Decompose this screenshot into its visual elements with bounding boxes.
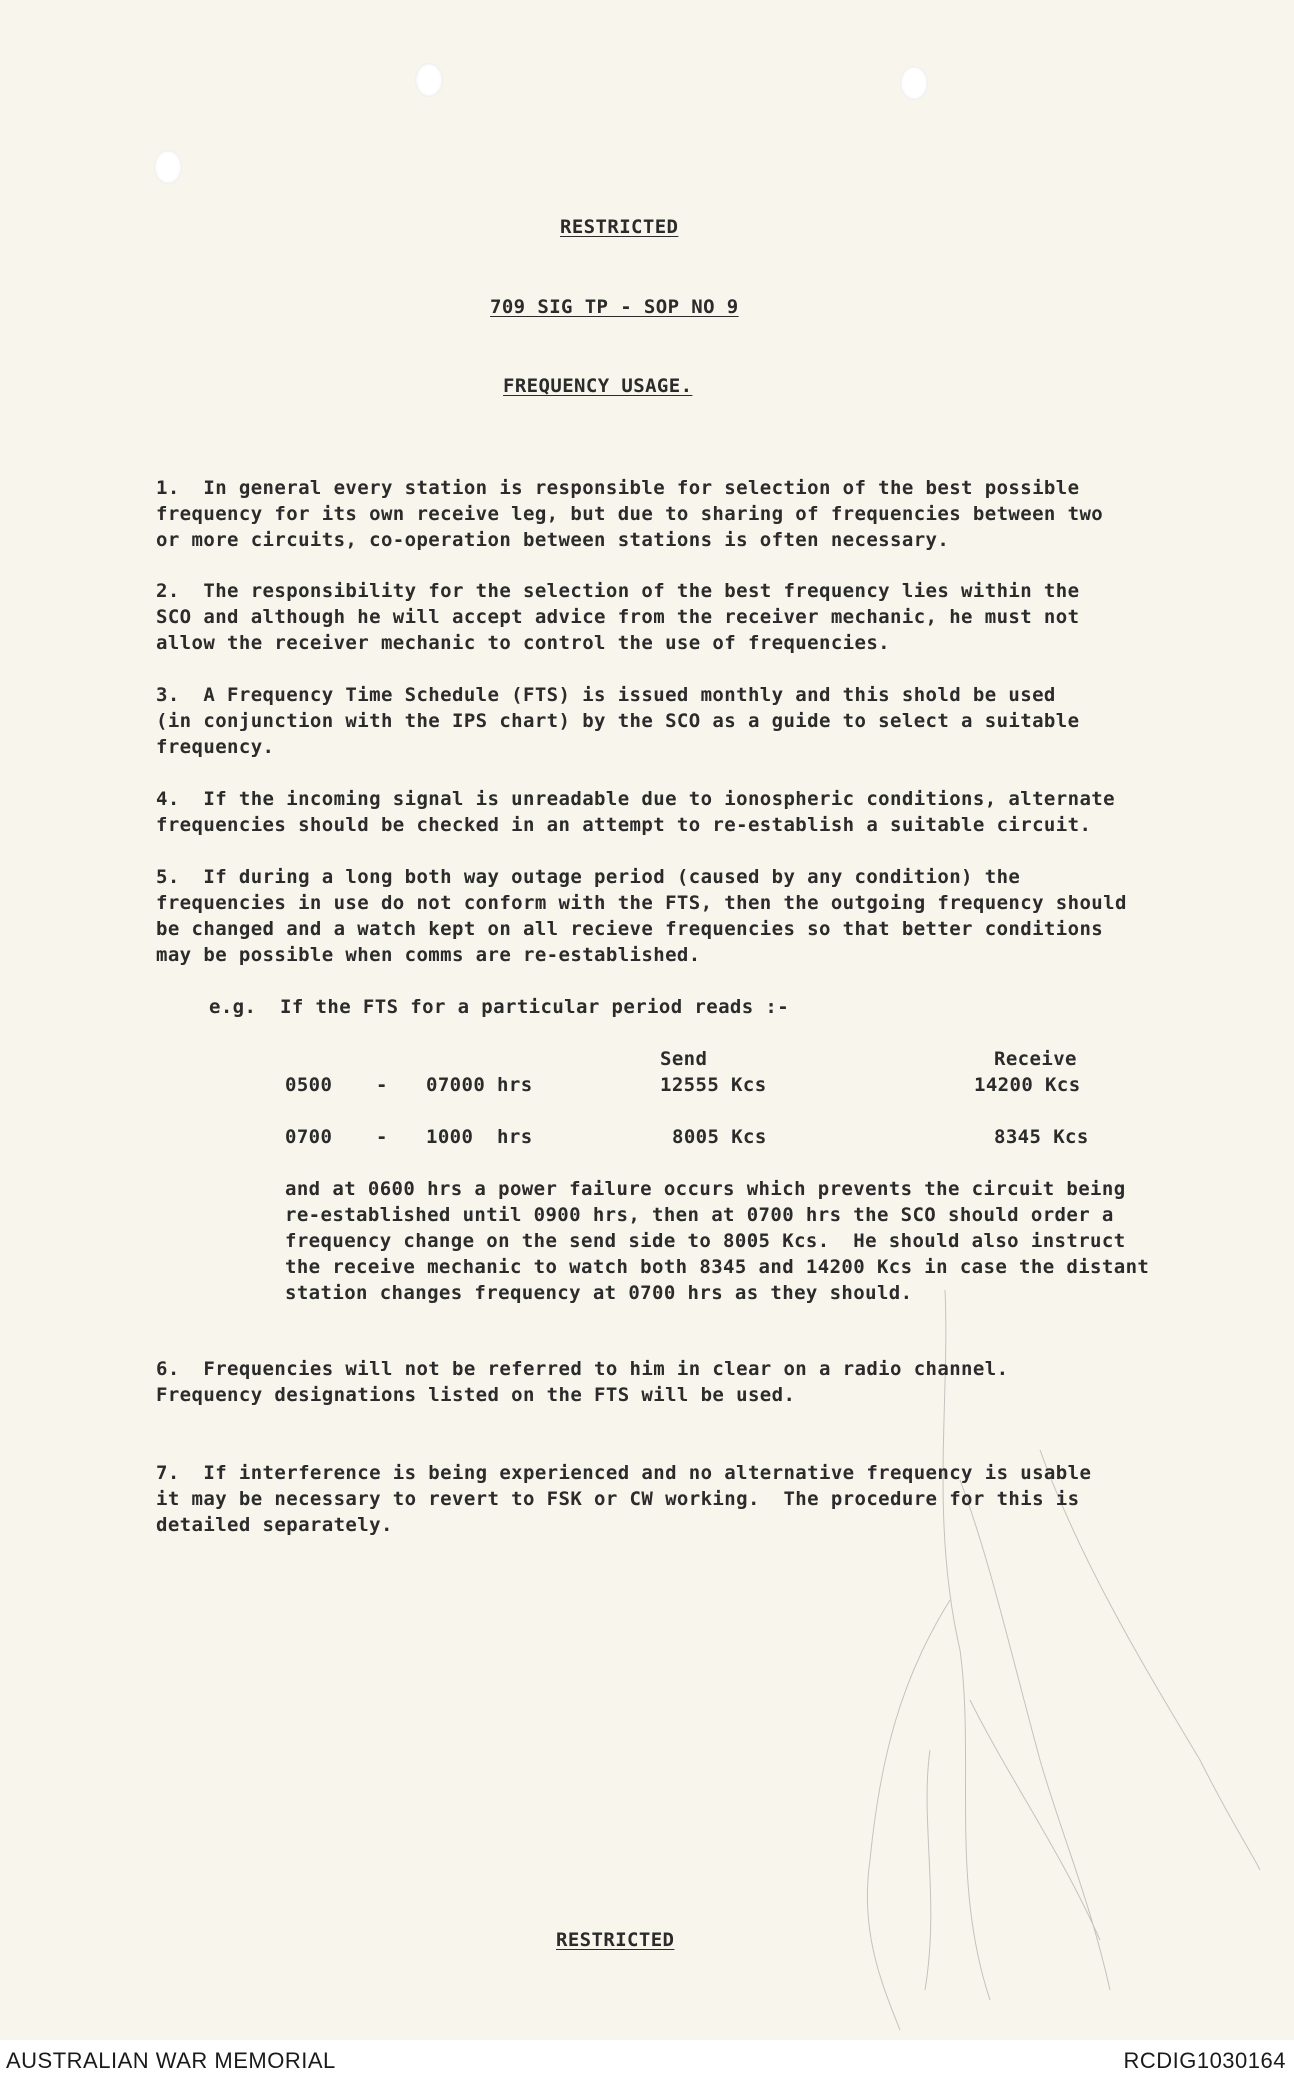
paragraph-1: 1. In general every station is responsible for selection of the best possible frequency for its own receive leg, but due to sharing of frequencies between two or more circuits, co-operation between stations is often necessary.	[156, 477, 1104, 551]
schedule-to: 07000 hrs	[426, 1074, 533, 1096]
punch-hole	[415, 63, 443, 97]
punch-hole	[900, 66, 928, 100]
footer-record-id: RCDIG1030164	[1123, 2048, 1286, 2073]
schedule-to: 1000 hrs	[426, 1126, 533, 1148]
schedule-dash: -	[376, 1074, 388, 1096]
sop-title: 709 SIG TP - SOP NO 9	[490, 296, 739, 318]
paragraph-4: 4. If the incoming signal is unreadable due to ionospheric conditions, alternate frequencies should be checked in an attempt to re-establish a suitable circuit.	[156, 788, 1115, 836]
punch-hole	[154, 150, 182, 184]
paragraph-7: 7. If interference is being experienced and no alternative frequency is usable it may be necessary to revert to FSK or CW working. The procedure for this is detailed separately.	[156, 1462, 1092, 1536]
footer-archive-name: AUSTRALIAN WAR MEMORIAL	[6, 2048, 336, 2073]
schedule-header-send: Send	[660, 1048, 708, 1070]
schedule-receive: 8345 Kcs	[994, 1126, 1089, 1148]
example-intro: e.g. If the FTS for a particular period reads :-	[209, 996, 790, 1018]
schedule-send: 8005 Kcs	[672, 1126, 767, 1148]
schedule-dash: -	[376, 1126, 388, 1148]
classification-top: RESTRICTED	[560, 216, 679, 238]
schedule-receive: 14200 Kcs	[974, 1074, 1081, 1096]
paragraph-2: 2. The responsibility for the selection of the best frequency lies within the SCO and although he will accept advice from the receiver mechanic, he must not allow the receiver mechanic to control the use of frequencies.	[156, 580, 1080, 654]
paragraph-6: 6. Frequencies will not be referred to him in clear on a radio channel. Frequency designations listed on the FTS will be used.	[156, 1358, 1009, 1406]
classification-bottom: RESTRICTED	[556, 1929, 675, 1951]
paragraph-3: 3. A Frequency Time Schedule (FTS) is issued monthly and this shold be used (in conjunction with the IPS chart) by the SCO as a guide to select a suitable frequency.	[156, 684, 1080, 758]
schedule-from: 0500	[285, 1074, 333, 1096]
paragraph-5: 5. If during a long both way outage period (caused by any condition) the frequencies in use do not conform with the FTS, then the outgoing frequency should be changed and a watch kept on all recieve frequencies so that better conditions may be possible when comms are re-established.	[156, 866, 1127, 966]
schedule-send: 12555 Kcs	[660, 1074, 767, 1096]
schedule-from: 0700	[285, 1126, 333, 1148]
example-text: and at 0600 hrs a power failure occurs which prevents the circuit being re-established until 0900 hrs, then at 0700 hrs the SCO should order a frequency change on the send side to 8005 Kcs. He should also instruct the receive mechanic to watch both 8345 and 14200 Kcs in case the distant station changes frequency at 0700 hrs as they should.	[285, 1178, 1150, 1304]
schedule-header-receive: Receive	[994, 1048, 1077, 1070]
subject-heading: FREQUENCY USAGE.	[503, 375, 693, 397]
